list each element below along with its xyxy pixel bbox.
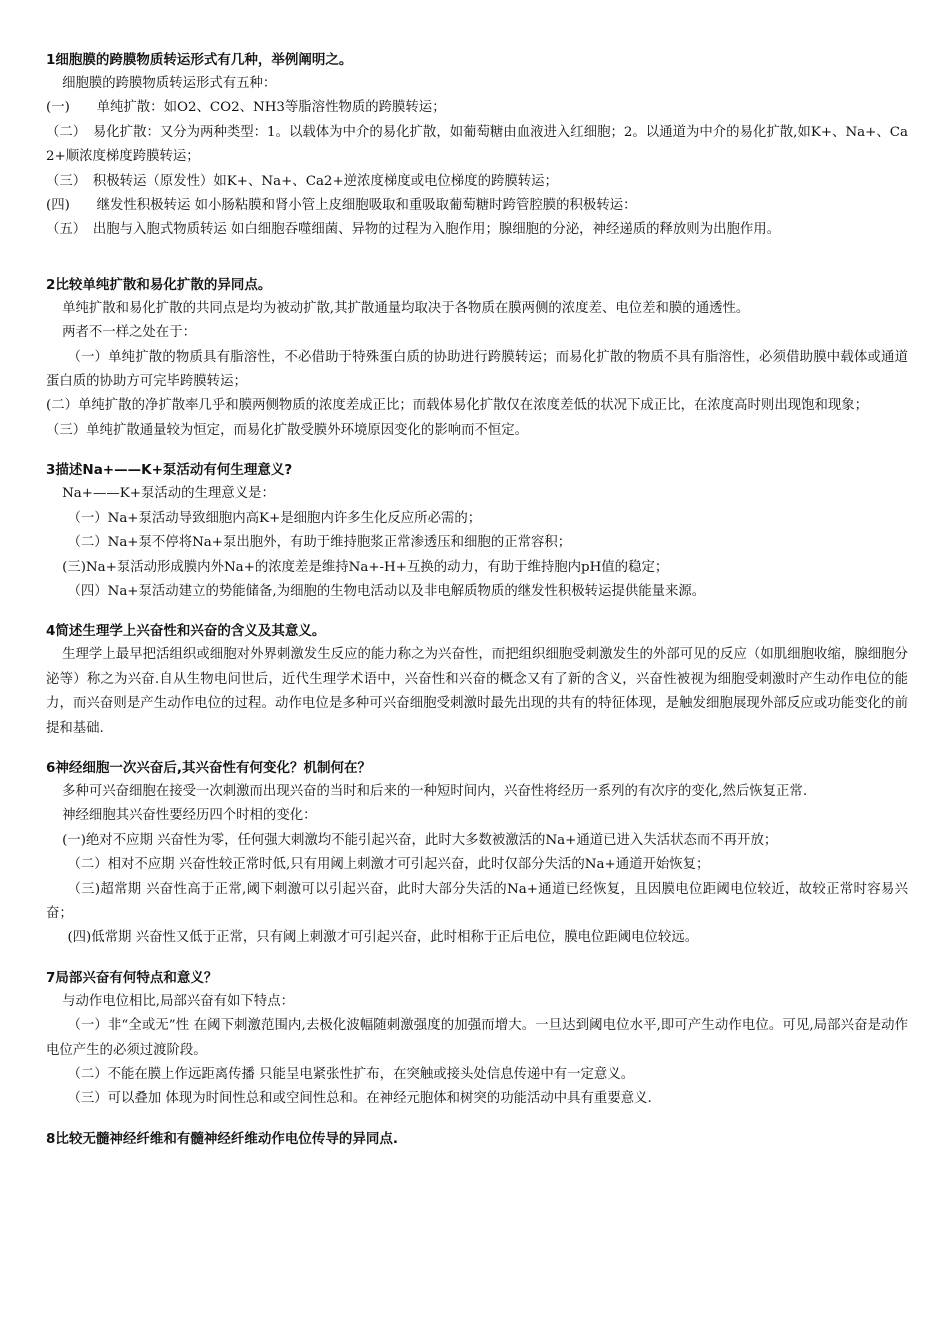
paragraph: Na+——K+泵活动的生理意义是： <box>62 486 275 502</box>
paragraph: (四) 继发性积极转运 如小肠粘膜和肾小管上皮细胞吸取和重吸取葡萄糖时跨管腔膜的积极转运： <box>46 198 637 214</box>
question-heading: 3描述Na+——K+泵活动有何生理意义? <box>46 462 293 479</box>
paragraph: （四）Na+泵活动建立的势能储备,为细胞的生物电活动以及非电解质物质的继发性积极转运提供能量来源。 <box>67 583 706 599</box>
paragraph: 细胞膜的跨膜物质转运形式有五种： <box>62 76 277 91</box>
paragraph: 多种可兴奋细胞在接受一次刺激而出现兴奋的当时和后来的一种短时间内，兴奋性将经历一系列的有次序的变化,然后恢复正常. <box>62 783 808 799</box>
question-heading: 6神经细胞一次兴奋后,其兴奋性有何变化？机制何在？ <box>46 759 372 776</box>
paragraph: (一)绝对不应期 兴奋性为零，任何强大刺激均不能引起兴奋，此时大多数被激活的Na+通道已进入失活状态而不再开放； <box>62 832 778 848</box>
paragraph: (二）单纯扩散的净扩散率几乎和膜两侧物质的浓度差成正比；而载体易化扩散仅在浓度差低的状况下成正比，在浓度高时则出现饱和现象； <box>46 398 869 414</box>
paragraph: （二） 易化扩散：又分为两种类型：1。以载体为中介的易化扩散，如葡萄糖由血液进入红细胞；2。以通道为中介的易化扩散,如K+、Na+、Ca2+顺浓度梯度跨膜转运； <box>46 124 908 165</box>
paragraph: 单纯扩散和易化扩散的共同点是均为被动扩散,其扩散通量均取决于各物质在膜两侧的浓度差、电位差和膜的通透性。 <box>62 300 750 316</box>
paragraph: （一）单纯扩散的物质具有脂溶性，不必借助于特殊蛋白质的协助进行跨膜转运；而易化扩散的物质不具有脂溶性，必须借助膜中载体或通道蛋白质的协助方可完毕跨膜转运； <box>46 349 908 390</box>
question-heading: 2比较单纯扩散和易化扩散的异同点。 <box>46 276 272 293</box>
section-6 <box>46 756 908 951</box>
paragraph: （一）Na+泵活动导致细胞内高K+是细胞内许多生化反应所必需的； <box>67 510 482 526</box>
paragraph: （二）相对不应期 兴奋性较正常时低,只有用阈上刺激才可引起兴奋，此时仅部分失活的Na+通道开始恢复； <box>67 857 710 873</box>
paragraph: （三)超常期 兴奋性高于正常,阈下刺激可以引起兴奋，此时大部分失活的Na+通道已经恢复，且因膜电位距阈电位较近，故较正常时容易兴奋； <box>46 881 908 921</box>
section-4 <box>46 619 908 741</box>
section-3 <box>46 458 908 604</box>
paragraph: (四)低常期 兴奋性又低于正常，只有阈上刺激才可引起兴奋，此时相称于正后电位，膜电位距阈电位较远。 <box>67 930 699 946</box>
paragraph: （一）非“全或无”性 在阈下刺激范围内,去极化波幅随刺激强度的加强而增大。一旦达到阈电位水平,即可产生动作电位。可见,局部兴奋是动作电位产生的必须过渡阶段。 <box>46 1018 908 1058</box>
paragraph: 生理学上最早把活组织或细胞对外界刺激发生反应的能力称之为兴奋性，而把组织细胞受刺激发生的外部可见的反应（如肌细胞收缩，腺细胞分泌等）称之为兴奋.自从生物电问世后，近代生理学术语中，兴奋性和兴奋的概念又有了新的含义，兴奋性被视为细胞受刺激时产生动作电位的能力，而兴奋则是产生动作电位的过程。动作电位是多种可兴奋细胞受刺激时最先出现的共有的特征体现，是触发细胞展现外部反应或功能变化的前提和基础. <box>46 647 908 736</box>
paragraph: (一) 单纯扩散：如O2、CO2、NH3等脂溶性物质的跨膜转运； <box>46 100 446 116</box>
paragraph: （二）不能在膜上作远距离传播 只能呈电紧张性扩布，在突触或接头处信息传递中有一定意义。 <box>67 1067 635 1082</box>
question-heading: 7局部兴奋有何特点和意义？ <box>46 969 218 986</box>
section-1 <box>46 48 908 243</box>
question-heading: 8比较无髓神经纤维和有髓神经纤维动作电位传导的异同点. <box>46 1130 399 1147</box>
paragraph: 神经细胞其兴奋性要经历四个时相的变化： <box>62 808 317 824</box>
section-8 <box>46 1127 908 1151</box>
paragraph: 与动作电位相比,局部兴奋有如下特点： <box>62 993 294 1009</box>
paragraph: (三)Na+泵活动形成膜内外Na+的浓度差是维持Na+-H+互换的动力，有助于维持胞内pH值的稳定； <box>62 559 669 575</box>
paragraph: 两者不一样之处在于： <box>62 325 196 341</box>
paragraph: （三）可以叠加 体现为时间性总和或空间性总和。在神经元胞体和树突的功能活动中具有重要意义. <box>67 1091 652 1107</box>
paragraph: （二）Na+泵不停将Na+泵出胞外，有助于维持胞浆正常渗透压和细胞的正常容积； <box>67 535 572 551</box>
question-heading: 1细胞膜的跨膜物质转运形式有几种，举例阐明之。 <box>46 52 353 68</box>
paragraph: （五） 出胞与入胞式物质转运 如白细胞吞噬细菌、异物的过程为入胞作用；腺细胞的分泌，神经递质的释放则为出胞作用。 <box>46 222 781 238</box>
section-2 <box>46 273 908 443</box>
paragraph: （三）单纯扩散通量较为恒定，而易化扩散受膜外环境原因变化的影响而不恒定。 <box>46 422 529 438</box>
section-7 <box>46 966 908 1112</box>
question-heading: 4简述生理学上兴奋性和兴奋的含义及其意义。 <box>46 623 326 640</box>
paragraph: （三） 积极转运（原发性）如K+、Na+、Ca2+逆浓度梯度或电位梯度的跨膜转运； <box>46 173 558 189</box>
